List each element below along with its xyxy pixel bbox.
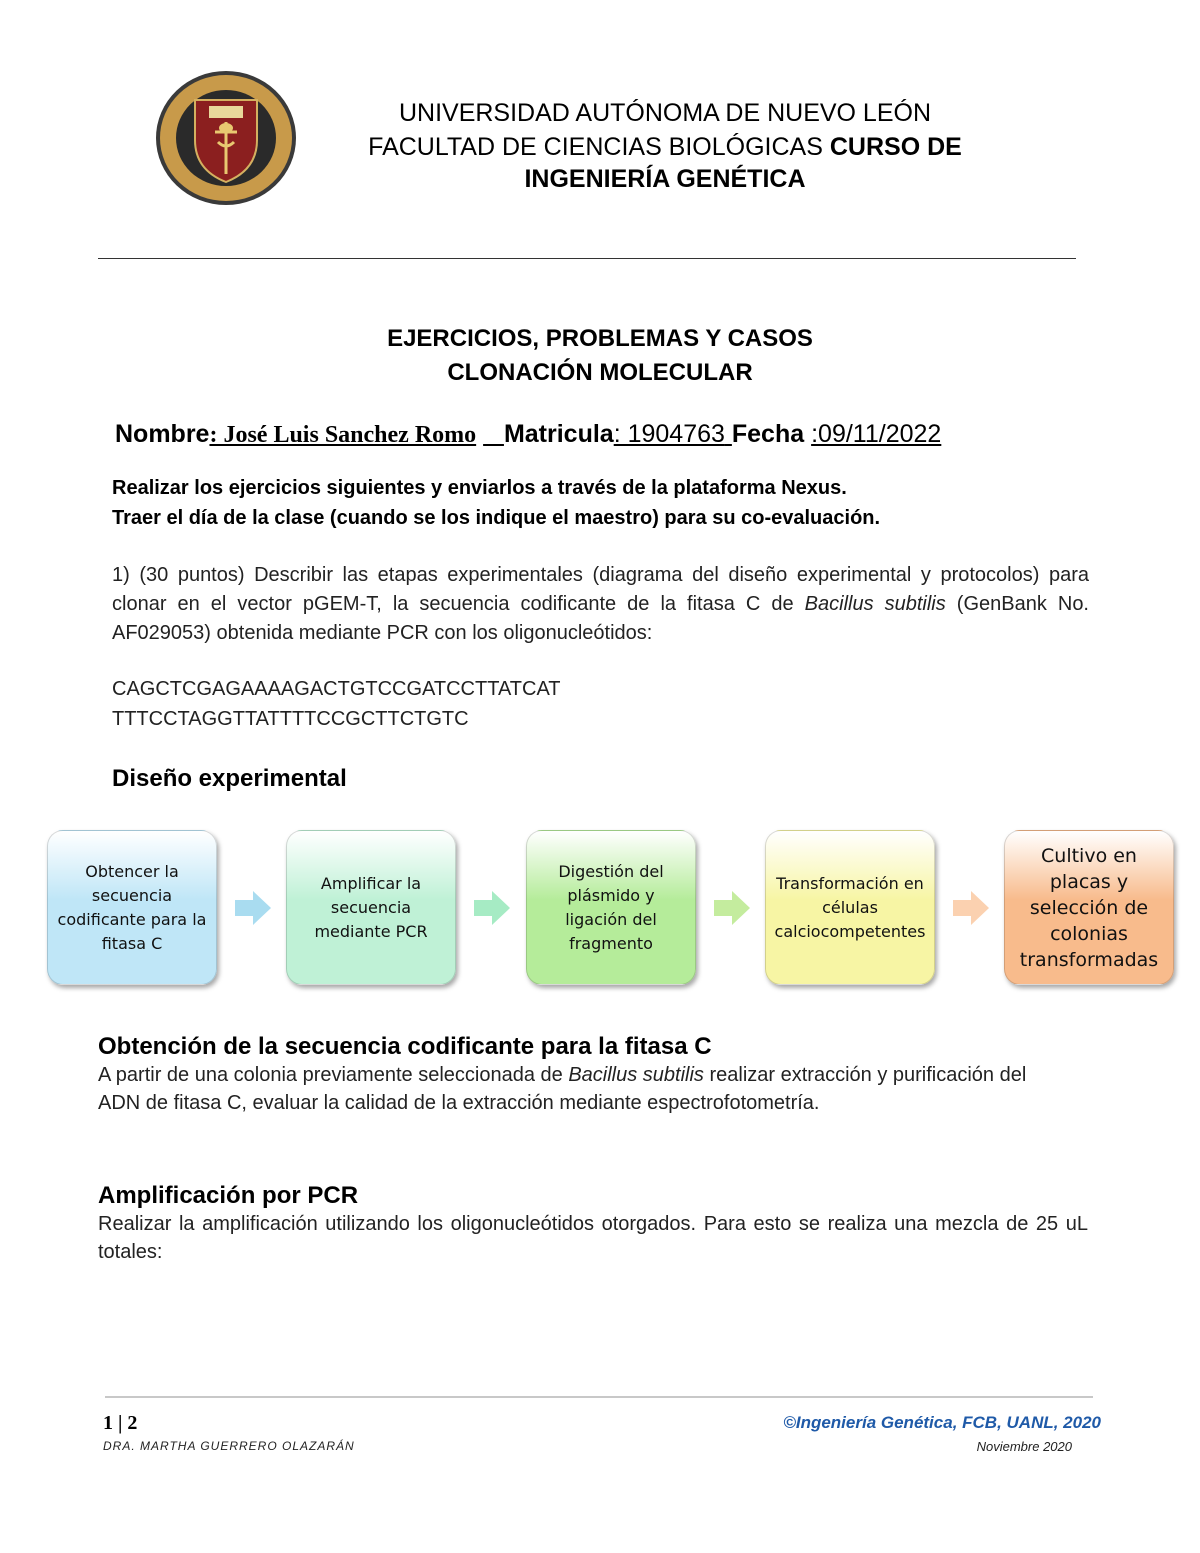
arrow-right-icon: [712, 888, 752, 928]
faculty-name: FACULTAD DE CIENCIAS BIOLÓGICAS: [368, 133, 823, 161]
diagram-step-label: Obtencer la secuencia codificante para la fitasa C: [57, 861, 207, 953]
diagram-step-1: [47, 830, 217, 985]
faculty-course-line: [300, 131, 1030, 163]
name-value: : José Luis Sanchez Romo: [209, 422, 477, 448]
footer-divider: [105, 1396, 1093, 1398]
course-label: CURSO DE: [829, 133, 962, 161]
question-1-text: 1) (30 puntos) Describir las etapas experimentales (diagrama del diseño experimental y protocolos) para clonar en el vector pGEM-T, la secuencia codificante de la fitasa C de Bacillus subtilis (GenBank No. AF029053) obtenida mediante PCR con los oligonucleótidos:: [112, 564, 1089, 644]
instruction-line-1: Realizar los ejercicios siguientes y enviarlos a través de la plataforma Nexus.: [112, 477, 847, 499]
name-label: Nombre: [115, 420, 210, 448]
diagram-step-2: [286, 830, 456, 985]
primer-reverse: TTTCCTAGGTTATTTTCCGCTTCTGTC: [112, 708, 469, 730]
diagram-step-label: Amplificar la secuencia mediante PCR: [314, 873, 428, 941]
faculty-seal-logo: [155, 70, 297, 206]
footer-author: DRA. MARTHA GUERRERO OLAZARÁN: [103, 1439, 355, 1453]
diagram-step-label: Cultivo en placas y selección de colonias transformadas: [1019, 844, 1159, 971]
arrow-right-icon: [951, 888, 991, 928]
footer-copyright: ©Ingeniería Genética, FCB, UANL, 2020: [783, 1413, 1101, 1432]
fecha-value: :09/11/2022: [811, 420, 942, 448]
section-obtencion-title: Obtención de la secuencia codificante para la fitasa C: [98, 1033, 712, 1060]
fecha-label: Fecha: [731, 420, 805, 448]
section-pcr: [98, 1182, 1088, 1266]
diagram-step-3: [526, 830, 696, 985]
university-name: UNIVERSIDAD AUTÓNOMA DE NUEVO LEÓN: [398, 99, 932, 127]
diagram-step-5: [1004, 830, 1174, 985]
section-obtencion-body: A partir de una colonia previamente seleccionada de Bacillus subtilis realizar extracción y purificación del ADN de fitasa C, evaluar la calidad de la extracción mediante espectrofotometría.: [98, 1064, 1027, 1114]
arrow-right-icon: [472, 888, 512, 928]
section-obtencion: [98, 1033, 1038, 1117]
document-title: EJERCICIOS, PROBLEMAS Y CASOS: [387, 325, 813, 352]
section-pcr-title: Amplificación por PCR: [98, 1182, 359, 1209]
page-number: 1 | 2: [103, 1412, 138, 1434]
diagram-step-label: Digestión del plásmido y ligación del fragmento: [558, 861, 664, 953]
arrow-right-icon: [233, 888, 273, 928]
primer-forward: CAGCTCGAGAAAAGACTGTCCGATCCTTATCAT: [112, 678, 561, 700]
matricula-value: : 1904763: [613, 420, 725, 448]
student-info-line: [115, 420, 941, 449]
design-heading: Diseño experimental: [112, 765, 347, 792]
matricula-label: Matricula: [503, 420, 614, 448]
course-name: INGENIERÍA GENÉTICA: [524, 165, 806, 193]
diagram-step-4: [765, 830, 935, 985]
diagram-step-label: Transformación en células calciocompetentes: [774, 873, 926, 941]
document-subtitle: CLONACIÓN MOLECULAR: [447, 359, 753, 386]
instruction-line-2: Traer el día de la clase (cuando se los indique el maestro) para su co-evaluación.: [112, 507, 881, 529]
section-pcr-body: Realizar la amplificación utilizando los oligonucleótidos otorgados. Para esto se realiza una mezcla de 25 uL totales:: [98, 1213, 1088, 1263]
header-divider: [98, 258, 1076, 259]
footer-date: Noviembre 2020: [976, 1439, 1072, 1454]
